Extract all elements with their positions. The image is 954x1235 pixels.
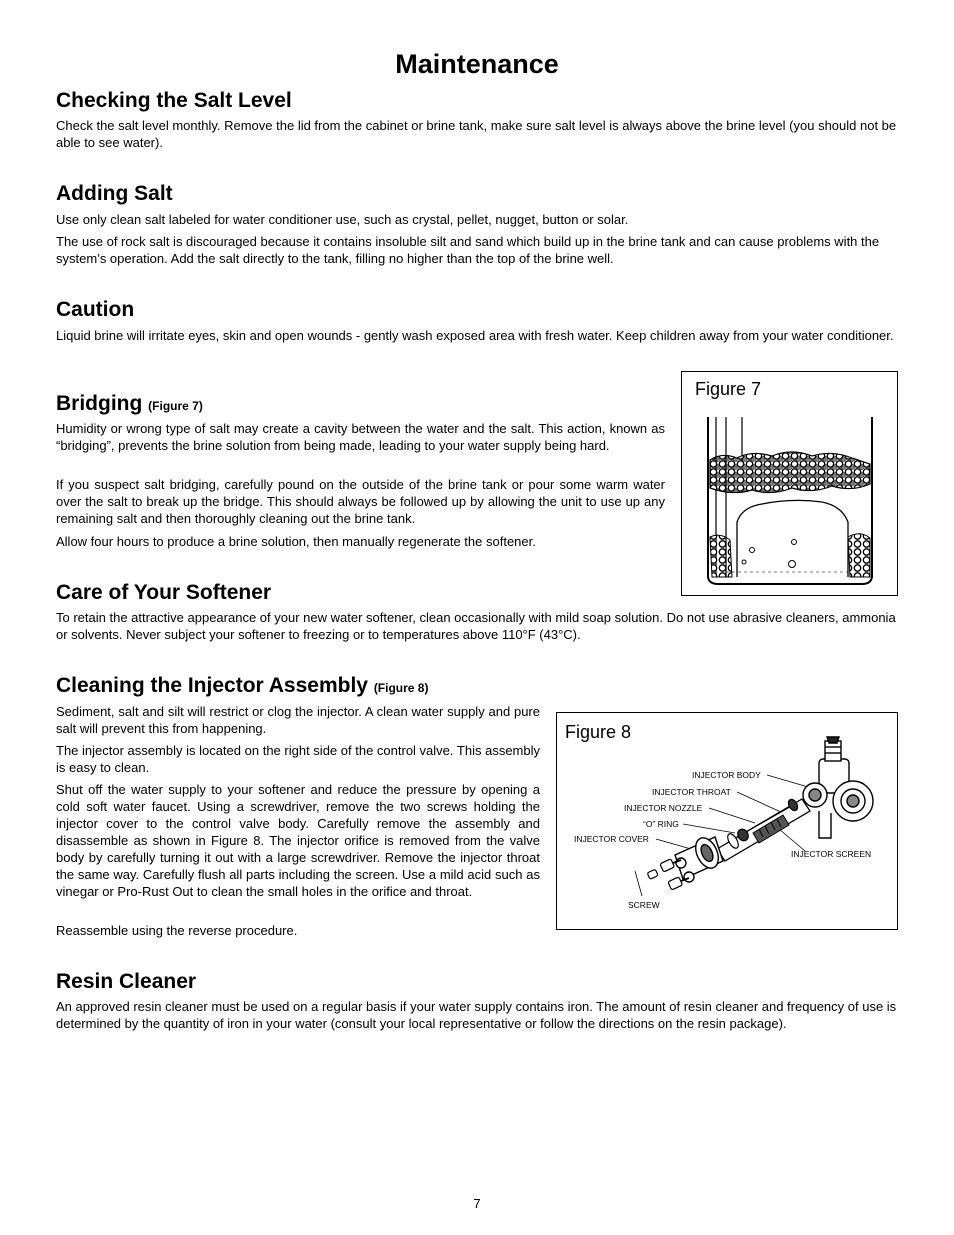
adding-salt-paragraph-2: The use of rock salt is discouraged because it contains insoluble silt and sand which build up in the brine tank and can cause problems with the system’s operation. Add the salt directly to the tank, filling no higher than the top of the brine well. xyxy=(56,234,880,266)
bridging-figure-ref: (Figure 7) xyxy=(148,399,203,413)
care-paragraph: To retain the attractive appearance of your new water softener, clean occasionally with mild soap solution. Do not use abrasive cleaners, ammonia or solvents. Never subject your softener to freezing or to temperatures above 110°F (43°C). xyxy=(56,610,896,642)
injector-paragraph-4: Reassemble using the reverse procedure. xyxy=(56,923,298,938)
resin-heading: Resin Cleaner xyxy=(56,970,197,993)
salt-level-heading: Checking the Salt Level xyxy=(56,89,292,112)
bridging-paragraph-3: Allow four hours to produce a brine solution, then manually regenerate the softener. xyxy=(56,534,536,549)
callout-screw: SCREW xyxy=(628,900,660,910)
figure-8-label: Figure 8 xyxy=(565,722,632,742)
injector-paragraph-2: The injector assembly is located on the right side of the control valve. This assembly is easy to clean. xyxy=(56,743,540,775)
valve-body xyxy=(803,737,873,838)
caution-paragraph: Liquid brine will irritate eyes, skin and open wounds - gently wash exposed area with fresh water. Keep children away from your water conditioner. xyxy=(56,328,894,343)
salt-level-paragraph: Check the salt level monthly. Remove the lid from the cabinet or brine tank, make sure salt level is always above the brine level (you should not be able to see water). xyxy=(56,118,897,150)
bridging-heading xyxy=(56,391,203,419)
bridging-paragraph-1: Humidity or wrong type of salt may create a cavity between the water and the salt. This action, known as “bridging”, prevents the brine solution from being made, leading to your water supply being hard. xyxy=(56,421,665,453)
bridging-paragraph-2: If you suspect salt bridging, carefully pound on the outside of the brine tank or pour some warm water over the salt to break up the bridge. This should always be followed up by allowing the unit to use up any remaining salt and then thoroughly cleaning out the brine tank. xyxy=(56,477,665,526)
figure-8 xyxy=(556,712,898,930)
page-number: 7 xyxy=(473,1196,481,1211)
figure-7-label: Figure 7 xyxy=(695,379,762,399)
caution-heading: Caution xyxy=(56,298,135,321)
injector-paragraph-3: Shut off the water supply to your softener and reduce the pressure by opening a cold soft water faucet. Using a screwdriver, remove the two screws holding the injector cover to the control valve body. Carefully remove the assembly and disassemble as shown in Figure 8. The injector orifice is removed from the valve body by carefully turning it out with a large screwdriver. Remove the injector throat the same way. Carefully flush all parts including the screen. Use a mild acid such as vinegar or Pro-Rust Out to clean the small holes in the orifice and throat. xyxy=(56,782,540,899)
callout-injector-screen: INJECTOR SCREEN xyxy=(791,849,872,859)
care-heading: Care of Your Softener xyxy=(56,581,272,604)
injector-heading-text: Cleaning the Injector Assembly xyxy=(56,674,368,697)
callout-o-ring: “O” RING xyxy=(643,819,679,829)
callout-injector-throat: INJECTOR THROAT xyxy=(652,787,731,797)
adding-salt-paragraph-1: Use only clean salt labeled for water conditioner use, such as crystal, pellet, nugget, button or solar. xyxy=(56,212,629,227)
injector-heading xyxy=(56,673,428,701)
figure-7 xyxy=(681,371,898,596)
callout-injector-body: INJECTOR BODY xyxy=(692,770,761,780)
callout-injector-nozzle: INJECTOR NOZZLE xyxy=(624,803,703,813)
page-title: Maintenance xyxy=(395,49,559,79)
brine-tank-illustration xyxy=(682,372,897,595)
resin-paragraph: An approved resin cleaner must be used on a regular basis if your water supply contains iron. The amount of resin cleaner and frequency of use is determined by the quantity of iron in your water (consult your local representative or follow the directions on the resin package). xyxy=(56,999,897,1031)
injector-assembly-illustration xyxy=(557,713,897,929)
injector-paragraph-1: Sediment, salt and silt will restrict or clog the injector. A clean water supply and pure salt will prevent this from happening. xyxy=(56,704,540,736)
injector-figure-ref: (Figure 8) xyxy=(373,681,429,695)
injector-cover xyxy=(675,834,723,882)
bridging-heading-text: Bridging xyxy=(56,392,143,415)
adding-salt-heading: Adding Salt xyxy=(56,182,173,205)
callout-injector-cover: INJECTOR COVER xyxy=(574,834,649,844)
salt-bridge-cavity xyxy=(737,500,848,577)
